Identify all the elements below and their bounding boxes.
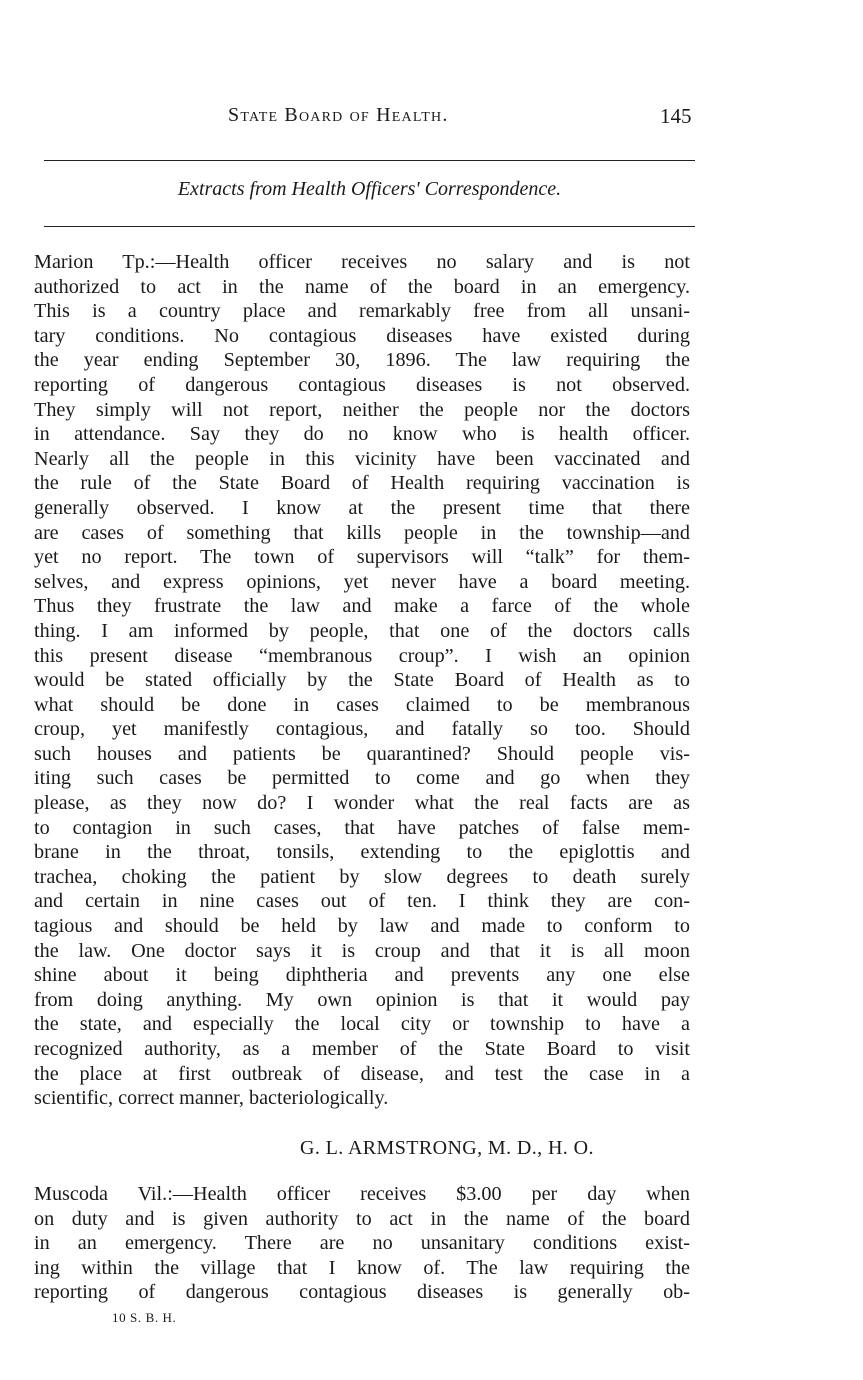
text-line: in attendance. Say they do no know who is health officer. xyxy=(34,423,690,446)
text-line: on duty and is given authority to act in the name of the board xyxy=(34,1207,690,1230)
text-line: They simply will not report, neither the people nor the doctors xyxy=(34,398,690,421)
text-line: the rule of the State Board of Health requiring vaccination is xyxy=(34,472,690,495)
text-line: authorized to act in the name of the board in an emergency. xyxy=(34,275,690,298)
text-line: such houses and patients be quarantined? Should people vis- xyxy=(34,742,690,765)
text-line: generally observed. I know at the present time that there xyxy=(34,496,690,519)
text-line: the year ending September 30, 1896. The law requiring the xyxy=(34,349,690,372)
text-line: tary conditions. No contagious diseases have existed during xyxy=(34,324,690,347)
running-head: State Board of Health. xyxy=(228,104,449,126)
text-line: This is a country place and remarkably free from all unsani- xyxy=(34,300,690,323)
text-line: shine about it being diphtheria and prevents any one else xyxy=(34,964,690,987)
bottom-rule xyxy=(44,226,695,227)
text-line: and certain in nine cases out of ten. I think they are con- xyxy=(34,890,690,913)
signature-armstrong: G. L. ARMSTRONG, M. D., H. O. xyxy=(300,1137,594,1159)
entry-muscoda-village xyxy=(34,1182,690,1305)
text-line: tagious and should be held by law and made to conform to xyxy=(34,915,690,938)
text-line: are cases of something that kills people in the township—and xyxy=(34,521,690,544)
signature-mark: 10 S. B. H. xyxy=(112,1310,177,1325)
text-line: reporting of dangerous contagious diseases is not observed. xyxy=(34,373,690,396)
text-line: what should be done in cases claimed to be membranous xyxy=(34,693,690,716)
text-line: the place at first outbreak of disease, and test the case in a xyxy=(34,1062,690,1085)
text-line: croup, yet manifestly contagious, and fatally so too. Should xyxy=(34,718,690,741)
text-line: Muscoda Vil.:—Health officer receives $3.00 per day when xyxy=(34,1183,690,1205)
text-line: recognized authority, as a member of the State Board to visit xyxy=(34,1038,690,1060)
text-line: in an emergency. There are no unsanitary conditions exist- xyxy=(34,1232,690,1255)
text-line: the state, and especially the local city or township to have a xyxy=(34,1013,690,1036)
text-line: thing. I am informed by people, that one of the doctors calls xyxy=(34,619,690,642)
text-line: scientific, correct manner, bacteriologically. xyxy=(34,1087,389,1110)
text-line: the law. One doctor says it is croup and that it is all moon xyxy=(34,939,690,962)
text-line: this present disease “membranous croup”. I wish an opinion xyxy=(34,644,690,667)
text-line: would be stated officially by the State Board of Health as to xyxy=(34,669,690,692)
text-line: iting such cases be permitted to come and go when they xyxy=(34,767,690,790)
text-line: ing within the village that I know of. The law requiring the xyxy=(34,1256,690,1279)
text-line: trachea, choking the patient by slow degrees to death surely xyxy=(34,865,690,888)
text-line: selves, and express opinions, yet never have a board meeting. xyxy=(34,570,690,593)
page-number: 145 xyxy=(660,104,692,128)
text-line: reporting of dangerous contagious diseases is generally ob- xyxy=(34,1281,690,1304)
text-line: to contagion in such cases, that have patches of false mem- xyxy=(34,816,690,839)
text-line: Nearly all the people in this vicinity have been vaccinated and xyxy=(34,447,690,470)
text-line: Thus they frustrate the law and make a farce of the whole xyxy=(34,595,690,618)
text-line: Marion Tp.:—Health officer receives no salary and is not xyxy=(34,251,690,273)
top-rule xyxy=(44,160,695,161)
entry-marion-township xyxy=(34,250,690,1111)
section-title: Extracts from Health Officers' Correspondence. xyxy=(177,178,562,200)
text-line: from doing anything. My own opinion is that it would pay xyxy=(34,988,690,1011)
text-line: please, as they now do? I wonder what the real facts are as xyxy=(34,792,690,815)
page-header xyxy=(0,104,863,134)
text-line: yet no report. The town of supervisors will “talk” for them- xyxy=(34,546,690,569)
text-line: brane in the throat, tonsils, extending to the epiglottis and xyxy=(34,841,690,864)
